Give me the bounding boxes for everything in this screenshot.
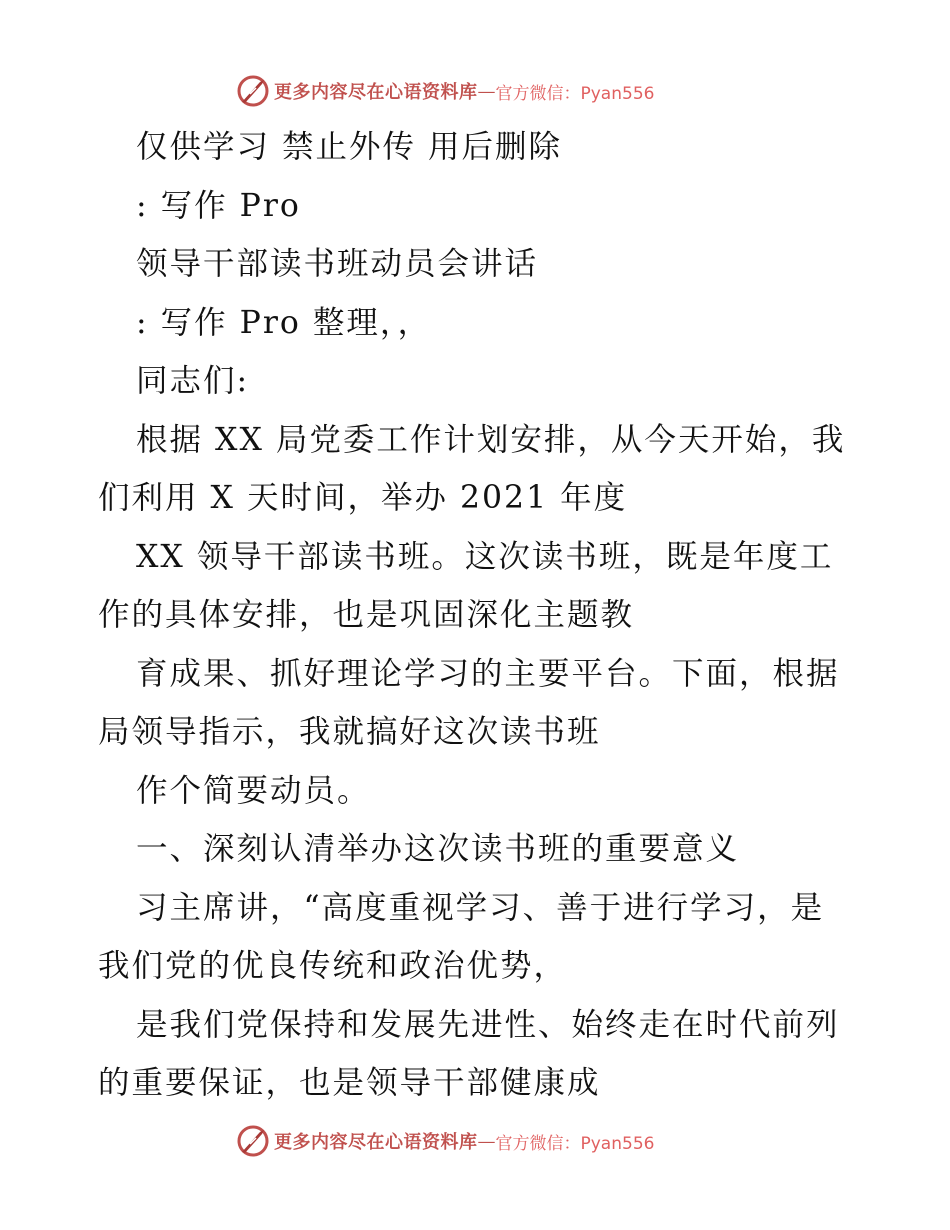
quill-pen-logo-icon bbox=[236, 74, 270, 108]
paragraph-line: 是我们党保持和发展先进性、始终走在时代前列 bbox=[136, 1006, 840, 1043]
notice-line: 仅供学习 禁止外传 用后删除 bbox=[136, 129, 563, 165]
document-body bbox=[98, 118, 858, 1113]
paragraph-line: 的重要保证，也是领导干部健康成 bbox=[98, 1065, 601, 1101]
watermark-brand: 更多内容尽在心语资料库 bbox=[274, 1132, 478, 1153]
paragraph-line: 习主席讲，“高度重视学习、善于进行学习，是 bbox=[136, 889, 825, 926]
salutation: 同志们: bbox=[136, 363, 250, 399]
paragraph-line: 根据 XX 局党委工作计划安排，从今天开始，我 bbox=[136, 421, 846, 458]
watermark-separator: — bbox=[477, 80, 496, 102]
document-title: 领导干部读书班动员会讲话 bbox=[136, 246, 539, 282]
author-line: : 写作 Pro bbox=[136, 187, 301, 224]
paragraph-line: 作的具体安排，也是巩固深化主题教 bbox=[98, 597, 635, 633]
paragraph-line: 们利用 X 天时间，举办 2021 年度 bbox=[98, 480, 628, 516]
paragraph-line: 作个简要动员。 bbox=[136, 772, 371, 809]
watermark-brand: 更多内容尽在心语资料库 bbox=[274, 82, 478, 103]
watermark-separator: — bbox=[477, 1130, 496, 1152]
header-watermark bbox=[236, 74, 716, 108]
paragraph-line: XX 领导干部读书班。这次读书班，既是年度工 bbox=[136, 538, 834, 575]
paragraph-line: 育成果、抓好理论学习的主要平台。下面，根据 bbox=[136, 655, 840, 692]
quill-pen-logo-icon bbox=[236, 1124, 270, 1158]
footer-watermark bbox=[236, 1124, 716, 1158]
paragraph-line: 局领导指示，我就搞好这次读书班 bbox=[98, 714, 601, 750]
watermark-wechat: 官方微信：Pyan556 bbox=[495, 83, 655, 104]
section-heading: 一、深刻认清举办这次读书班的重要意义 bbox=[136, 831, 740, 867]
editor-line: : 写作 Pro 整理，， bbox=[136, 304, 432, 341]
paragraph-line: 我们党的优良传统和政治优势， bbox=[98, 948, 568, 984]
watermark-wechat: 官方微信：Pyan556 bbox=[495, 1133, 655, 1154]
